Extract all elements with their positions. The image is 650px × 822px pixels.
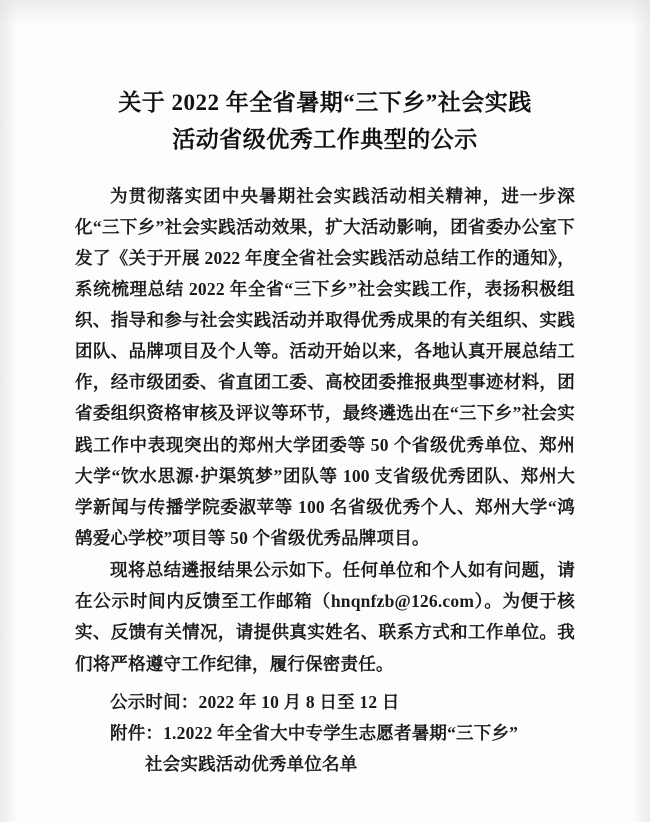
body-paragraph-2: 现将总结遴报结果公示如下。任何单位和个人如有问题，请在公示时间内反馈至工作邮箱（hnqnfzb@126.com）。为便于核实、反馈有关情况，请提供真实姓名、联系方式和工作单位。我们将严格遵守工作纪律，履行保密责任。 <box>75 560 575 674</box>
document-title-line-2: 活动省级优秀工作典型的公示 <box>172 127 478 153</box>
body-paragraph-1: 为贯彻落实团中央暑期社会实践活动相关精神，进一步深化“三下乡”社会实践活动效果，扩大活动影响，团省委办公室下发了《关于开展 2022 年度全省社会实践活动总结工作的通知》，系统梳理总结 2022 年全省“三下乡”社会实践工作，表扬积极组织、指导和参与社会实践活动并取得优秀成果的有关组织、实践团队、品牌项目及个人等。活动开始以来，各地认真开展总结工作，经市级团委、省直团工委、高校团委推报典型事迹材料，团省委组织资格审核及评议等环节，最终遴选出在“三下乡”社会实践工作中表现突出的郑州大学团委等 50 个省级优秀单位、郑州大学“饮水思源·护渠筑梦”团队等 100 支省级优秀团队、郑州大学新闻与传播学院委淑苹等 100 名省级优秀个人、郑州大学“鸿鹄爱心学校”项目等 50 个省级优秀品牌项目。 <box>75 185 575 549</box>
page-top-shadow <box>0 0 650 26</box>
attachment-line-1: 附件：1.2022 年全省大中专学生志愿者暑期“三下乡” <box>110 722 519 743</box>
page-right-shadow <box>632 0 650 822</box>
notice-period: 公示时间：2022 年 10 月 8 日至 12 日 <box>110 691 400 712</box>
page-left-shadow <box>0 0 18 822</box>
document-title-line-1: 关于 2022 年全省暑期“三下乡”社会实践 <box>118 90 532 115</box>
attachment-line-2: 社会实践活动优秀单位名单 <box>145 754 358 775</box>
document-title <box>90 84 560 159</box>
document-body <box>75 181 575 781</box>
